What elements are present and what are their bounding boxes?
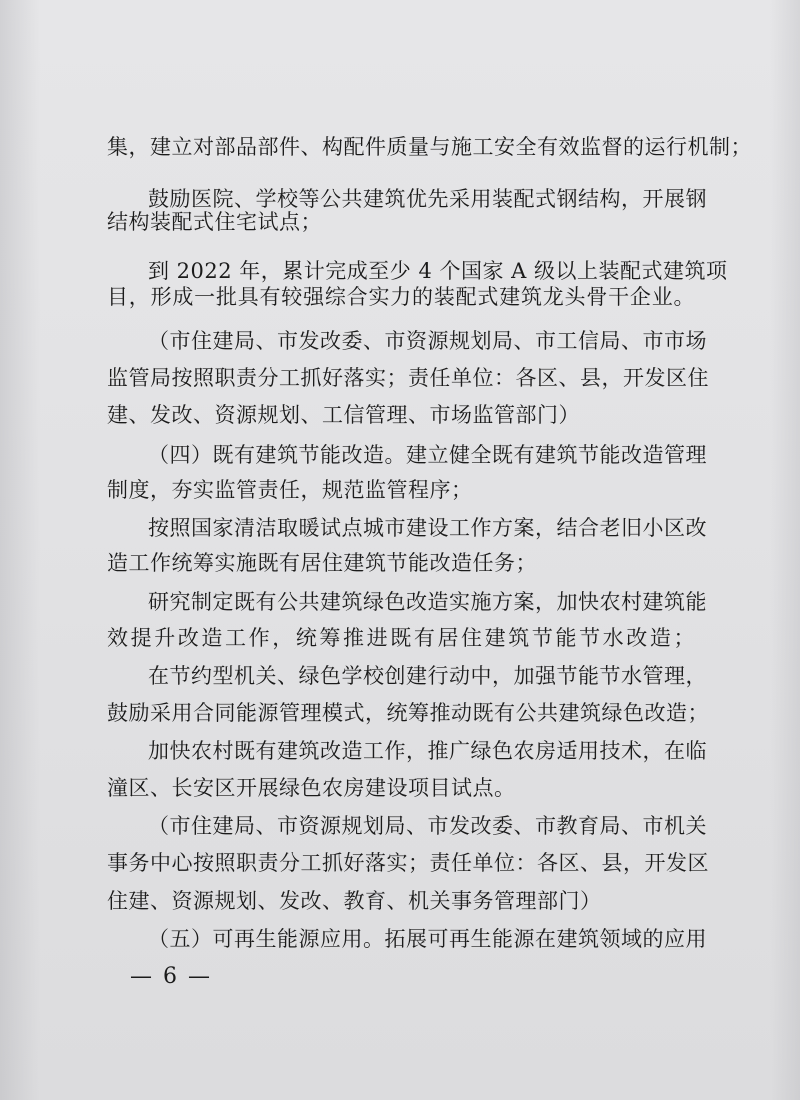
- text-line: （市住建局、市发改委、市资源规划局、市工信局、市市场: [148, 329, 707, 353]
- text-line: 事务中心按照职责分工抓好落实；责任单位：各区、县，开发区: [107, 851, 709, 875]
- text-line: 潼区、长安区开展绿色农房建设项目试点。: [107, 776, 516, 800]
- text-line: 在节约型机关、绿色学校创建行动中，加强节能节水管理，: [148, 664, 707, 688]
- text-line: 建、发改、资源规划、工信管理、市场监管部门）: [107, 403, 580, 427]
- text-line: 监管局按照职责分工抓好落实；责任单位：各区、县，开发区住: [107, 366, 709, 390]
- text-line: 制度，夯实监管责任，规范监管程序；: [107, 478, 473, 502]
- text-line: 加快农村既有建筑改造工作，推广绿色农房适用技术，在临: [148, 739, 707, 763]
- text-line: 到 2022 年，累计完成至少 4 个国家 A 级以上装配式建筑项: [148, 259, 728, 283]
- text-line: （市住建局、市资源规划局、市发改委、市教育局、市机关: [148, 814, 707, 838]
- text-line: 鼓励采用合同能源管理模式，统筹推动既有公共建筑绿色改造；: [107, 701, 709, 725]
- text-line: 效提升改造工作，统筹推进既有居住建筑节能节水改造；: [107, 626, 695, 650]
- text-line: 造工作统筹实施既有居住建筑节能改造任务；: [107, 551, 537, 575]
- section-heading-4: （四）既有建筑节能改造。建立健全既有建筑节能改造管理: [148, 443, 707, 467]
- page-number: — 6 —: [130, 964, 212, 989]
- text-line: 住建、资源规划、发改、教育、机关事务管理部门）: [107, 889, 602, 913]
- text-line: 鼓励医院、学校等公共建筑优先采用装配式钢结构，开展钢: [148, 187, 707, 211]
- text-line: 集，建立对部品部件、构配件质量与施工安全有效监督的运行机制；: [107, 135, 752, 159]
- text-line: 结构装配式住宅试点；: [107, 210, 322, 234]
- text-line: 按照国家清洁取暖试点城市建设工作方案，结合老旧小区改: [148, 516, 707, 540]
- text-line: 研究制定既有公共建筑绿色改造实施方案，加快农村建筑能: [148, 590, 707, 614]
- text-line: 目，形成一批具有较强综合实力的装配式建筑龙头骨干企业。: [107, 285, 695, 309]
- section-heading-5: （五）可再生能源应用。拓展可再生能源在建筑领域的应用: [148, 927, 707, 951]
